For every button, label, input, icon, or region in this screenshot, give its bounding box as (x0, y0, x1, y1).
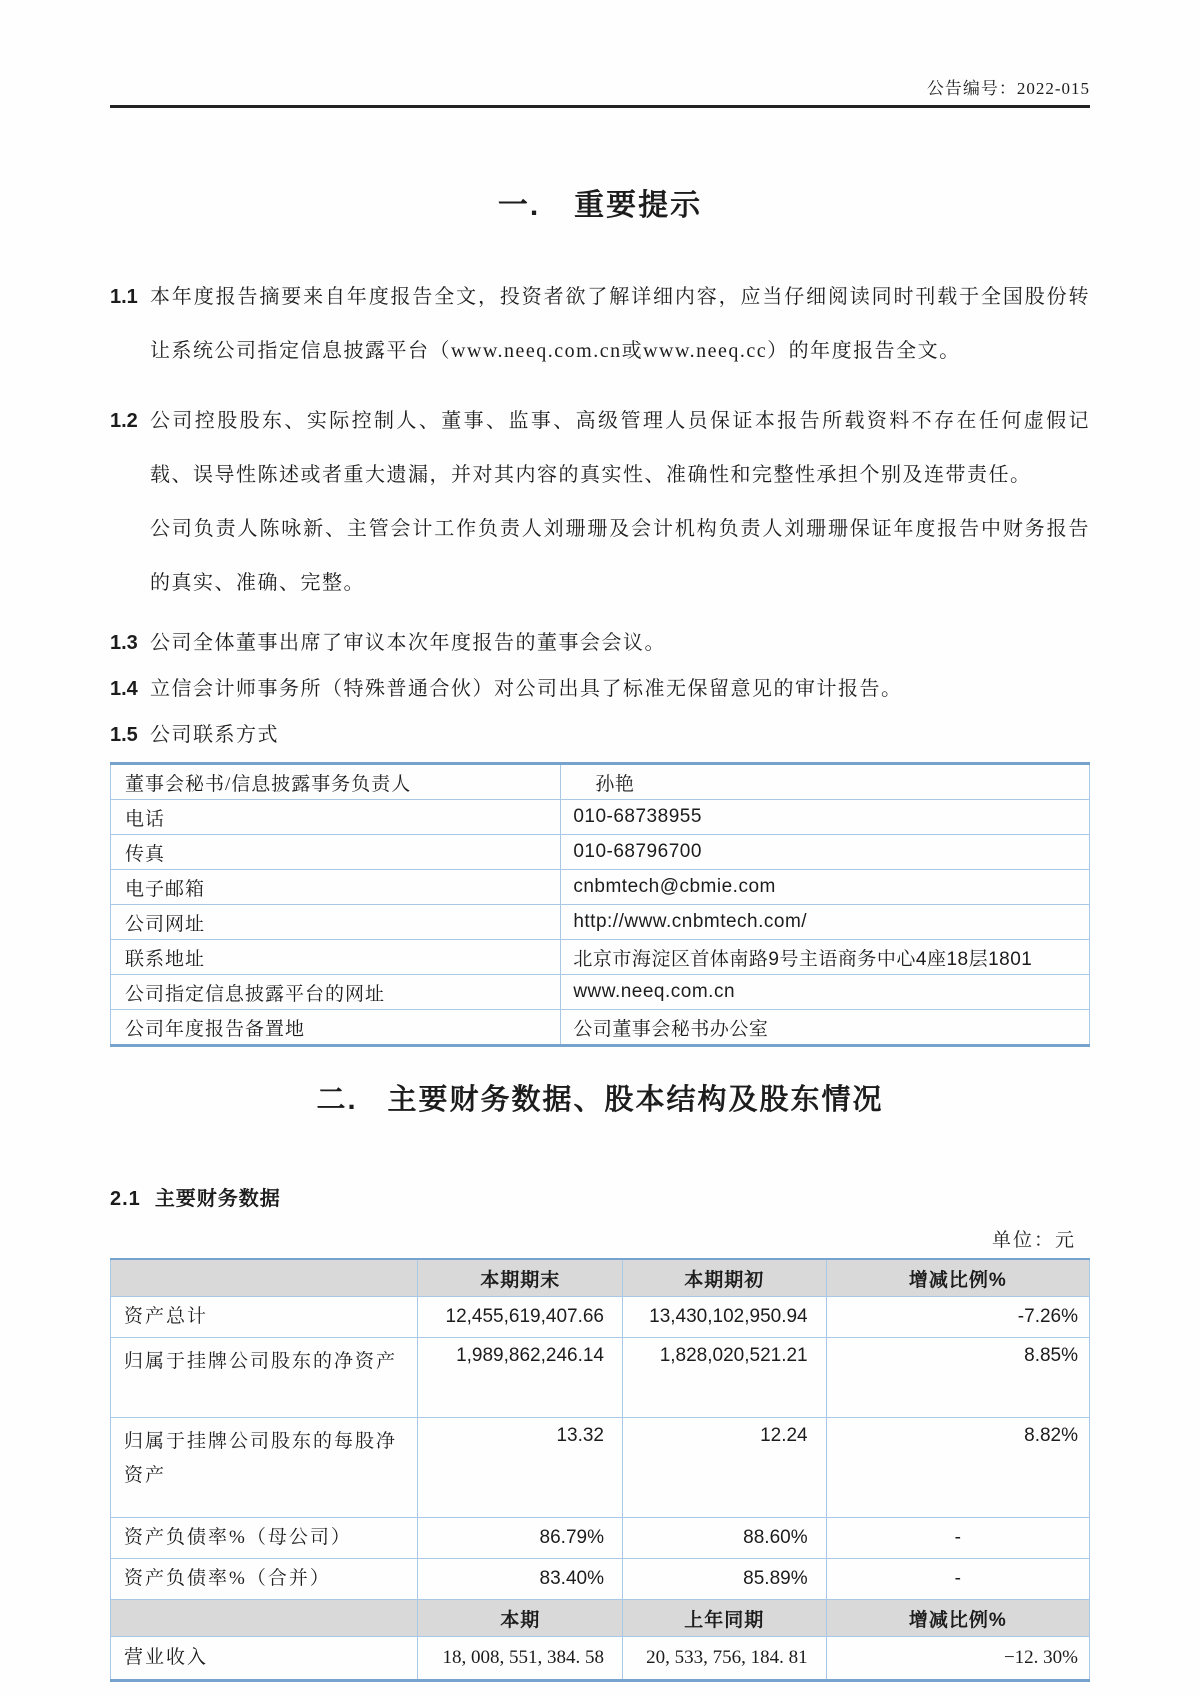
contact-value: cnbmtech@cbmie.com (561, 870, 1090, 905)
header-cell: 本期期初 (623, 1259, 827, 1297)
financial-header-row-1 (111, 1259, 1090, 1297)
contact-row (111, 1010, 1090, 1046)
contact-row (111, 940, 1090, 975)
section1-title: 重要提示 (574, 189, 703, 222)
financial-row (111, 1518, 1090, 1559)
contact-label: 电话 (111, 800, 561, 835)
financial-row (111, 1418, 1090, 1518)
financial-table (110, 1258, 1090, 1682)
row-label: 资产总计 (111, 1297, 418, 1338)
para-1-3 (110, 620, 1090, 666)
header-cell (111, 1259, 418, 1297)
contact-value: 公司董事会秘书办公室 (561, 1010, 1090, 1046)
header-cell: 上年同期 (623, 1600, 827, 1637)
financial-row (111, 1559, 1090, 1600)
value-current: 13.32 (418, 1418, 623, 1518)
para-1-1 (110, 270, 1090, 378)
para-1-4 (110, 666, 1090, 712)
para-text: 公司全体董事出席了审议本次年度报告的董事会会议。 (150, 632, 666, 654)
contact-label: 电子邮箱 (111, 870, 561, 905)
contact-value: 010-68796700 (561, 835, 1090, 870)
para-1-2-continued (110, 502, 1090, 610)
section2-heading (110, 1077, 1090, 1118)
contact-row (111, 905, 1090, 940)
value-current: 12,455,619,407.66 (418, 1297, 623, 1338)
contact-value: www.neeq.com.cn (561, 975, 1090, 1010)
value-change: -7.26% (826, 1297, 1089, 1338)
contact-label: 联系地址 (111, 940, 561, 975)
value-prior: 13,430,102,950.94 (623, 1297, 827, 1338)
para-number: 1.1 (110, 286, 138, 308)
para-text: 公司负责人陈咏新、主管会计工作负责人刘珊珊及会计机构负责人刘珊珊保证年度报告中财务报告的真实、准确、完整。 (150, 518, 1090, 594)
contact-value: 北京市海淀区首体南路9号主语商务中心4座18层1801 (561, 940, 1090, 975)
unit-label: 单位：元 (991, 1230, 1076, 1251)
header-cell: 增减比例% (826, 1600, 1089, 1637)
subsection-title: 主要财务数据 (154, 1188, 281, 1210)
value-change: - (826, 1518, 1089, 1559)
announcement-number: 公告编号：2022-015 (926, 79, 1090, 98)
value-current: 18, 008, 551, 384. 58 (418, 1637, 623, 1681)
para-1-5 (110, 712, 1090, 758)
value-prior: 20, 533, 756, 184. 81 (623, 1637, 827, 1681)
para-text: 本年度报告摘要来自年度报告全文，投资者欲了解详细内容，应当仔细阅读同时刊载于全国股份转让系统公司指定信息披露平台（www.neeq.com.cn或www.neeq.cc）的年度报告全文。 (150, 286, 1090, 362)
value-prior: 12.24 (623, 1418, 827, 1518)
financial-row (111, 1297, 1090, 1338)
section2-number: 二. (316, 1084, 358, 1116)
value-prior: 88.60% (623, 1518, 827, 1559)
financial-row (111, 1637, 1090, 1681)
para-text: 公司联系方式 (150, 724, 279, 746)
row-label: 资产负债率%（母公司） (111, 1518, 418, 1559)
value-current: 1,989,862,246.14 (418, 1338, 623, 1418)
row-label: 营业收入 (111, 1637, 418, 1681)
section2-title: 主要财务数据、股本结构及股东情况 (387, 1084, 884, 1116)
contact-table (110, 762, 1090, 1047)
subsection-2-1-heading (110, 1182, 1090, 1211)
financial-row (111, 1338, 1090, 1418)
header-rule (110, 105, 1090, 108)
contact-row (111, 835, 1090, 870)
value-change: −12. 30% (826, 1637, 1089, 1681)
para-number: 1.3 (110, 632, 138, 654)
contact-value: http://www.cnbmtech.com/ (561, 905, 1090, 940)
para-text: 公司控股股东、实际控制人、董事、监事、高级管理人员保证本报告所载资料不存在任何虚假记载、误导性陈述或者重大遗漏，并对其内容的真实性、准确性和完整性承担个别及连带责任。 (150, 410, 1090, 486)
contact-row (111, 870, 1090, 905)
value-change: 8.85% (826, 1338, 1089, 1418)
contact-label: 公司指定信息披露平台的网址 (111, 975, 561, 1010)
section1-number: 一. (497, 189, 541, 222)
contact-value: 010-68738955 (561, 800, 1090, 835)
header-cell: 本期 (418, 1600, 623, 1637)
value-current: 86.79% (418, 1518, 623, 1559)
contact-label: 董事会秘书/信息披露事务负责人 (111, 764, 561, 800)
para-number: 1.2 (110, 410, 138, 432)
value-prior: 1,828,020,521.21 (623, 1338, 827, 1418)
header-cell (111, 1600, 418, 1637)
header-cell: 增减比例% (826, 1259, 1089, 1297)
para-number: 1.5 (110, 724, 138, 746)
value-prior: 85.89% (623, 1559, 827, 1600)
row-label: 归属于挂牌公司股东的每股净资产 (111, 1418, 418, 1518)
row-label: 资产负债率%（合并） (111, 1559, 418, 1600)
para-number: 1.4 (110, 678, 138, 700)
contact-value: 孙艳 (561, 764, 1090, 800)
value-current: 83.40% (418, 1559, 623, 1600)
page-content (110, 0, 1090, 1682)
contact-label: 公司年度报告备置地 (111, 1010, 561, 1046)
financial-header-row-2 (111, 1600, 1090, 1637)
contact-row (111, 800, 1090, 835)
row-label: 归属于挂牌公司股东的净资产 (111, 1338, 418, 1418)
section1-heading (110, 180, 1090, 224)
value-change: - (826, 1559, 1089, 1600)
contact-row (111, 975, 1090, 1010)
header-cell: 本期期末 (418, 1259, 623, 1297)
value-change: 8.82% (826, 1418, 1089, 1518)
contact-label: 公司网址 (111, 905, 561, 940)
contact-row (111, 764, 1090, 800)
contact-label: 传真 (111, 835, 561, 870)
para-1-2 (110, 394, 1090, 502)
subsection-number: 2.1 (110, 1188, 141, 1210)
para-text: 立信会计师事务所（特殊普通合伙）对公司出具了标准无保留意见的审计报告。 (150, 678, 903, 700)
